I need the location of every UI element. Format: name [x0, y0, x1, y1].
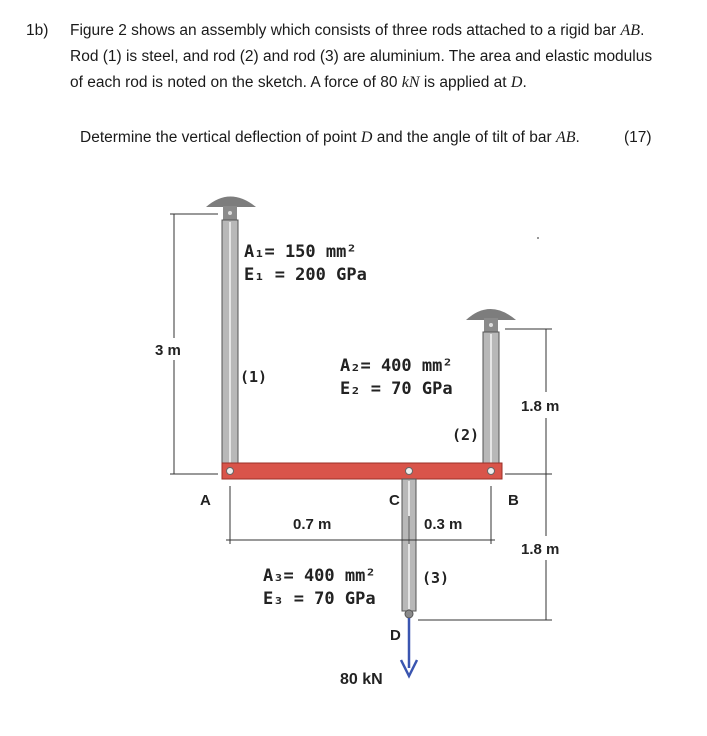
task-statement: Determine the vertical deflection of point D and the angle of tilt of bar AB.: [80, 129, 580, 146]
point-a: A: [200, 492, 211, 509]
rod1-modulus: E₁ = 200 GPa: [244, 265, 367, 285]
question-statement: Figure 2 shows an assembly which consists of three rods attached to a rigid bar AB. Rod (1) is steel, and rod (2) and rod (3) are aluminium. The area and elastic modulus of each rod is noted on the sketch. A force of 80 kN is applied at D.: [70, 22, 653, 91]
rod1-tag: (1): [240, 368, 268, 386]
rod3-area: A₃= 400 mm²: [263, 566, 376, 586]
rod3-tag: (3): [422, 569, 450, 587]
point-b: B: [508, 492, 519, 509]
dim-cb: 0.3 m: [424, 516, 463, 533]
force-arrow: [401, 618, 417, 676]
force-label: 80 kN: [340, 671, 383, 688]
point-d: D: [390, 627, 401, 644]
support-rod2: [466, 309, 516, 334]
point-c: C: [389, 492, 400, 509]
marks-label: (17): [624, 129, 652, 146]
rod2-area: A₂= 400 mm²: [340, 356, 453, 376]
support-rod1: [206, 197, 256, 223]
dim-rod3-length: 1.8 m: [521, 541, 560, 558]
rod2-tag: (2): [452, 426, 480, 444]
dim-rod2-length: 1.8 m: [521, 398, 560, 415]
rod1-area: A₁= 150 mm²: [244, 242, 357, 262]
dim-rod1-length: 3 m: [155, 342, 181, 359]
rod2-modulus: E₂ = 70 GPa: [340, 379, 453, 399]
rigid-bar-ab: [222, 463, 502, 479]
dim-ac: 0.7 m: [293, 516, 332, 533]
question-number: 1b): [26, 22, 49, 39]
rod3-modulus: E₃ = 70 GPa: [263, 589, 376, 609]
